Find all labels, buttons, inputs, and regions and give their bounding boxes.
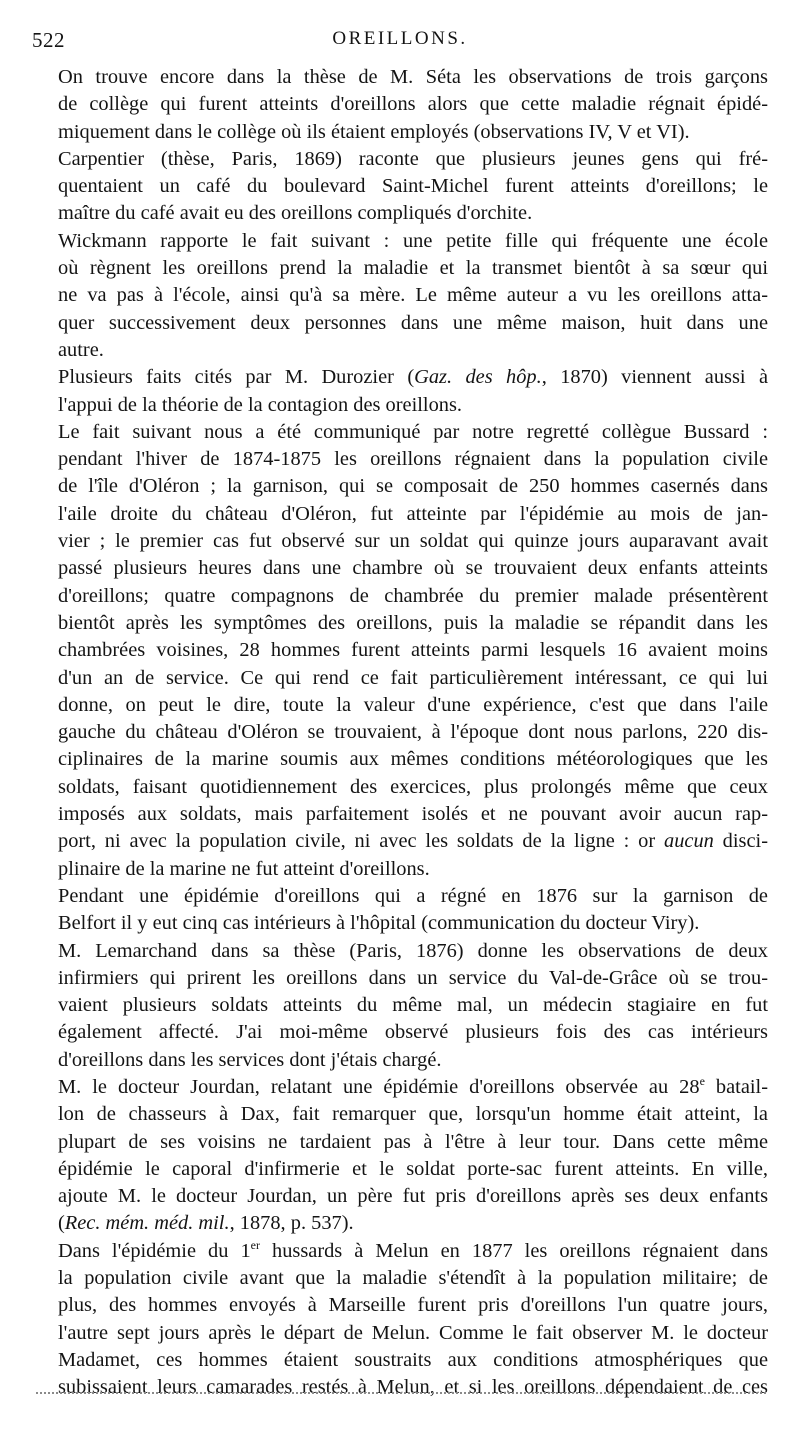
text-line: quer successivement deux personnes dans une même maison, huit dans une [58,311,768,334]
text-run: batail- [704,1075,768,1098]
journal-citation: Gaz. des hôp. [414,366,542,389]
text-line: Carpentier (thèse, Paris, 1869) raconte que plusieurs jeunes gens qui fré- [58,147,768,170]
text-line: de collège qui furent atteints d'oreillons alors que cette maladie régnait épidé- [58,93,768,116]
text-line: ciplinaires de la marine soumis aux mêmes conditions météorologiques que les [58,748,768,771]
text-line: bientôt après les symptômes des oreillons, puis la maladie se répandit dans les [58,611,768,634]
text-line [32,1238,768,1265]
text-line: infirmiers qui prirent les oreillons dans un service du Val-de-Grâce où se trou- [58,966,768,989]
body-text [32,64,768,1402]
text-line: la population civile avant que la maladie s'étendît à la population militaire; de [58,1267,768,1290]
text-line: lon de chasseurs à Dax, fait remarquer que, lorsqu'un homme était atteint, la [58,1103,768,1126]
paragraph [32,419,768,883]
text-line: d'oreillons; quatre compagnons de chambrée du premier malade présentèrent [58,584,768,607]
page-header [32,28,768,58]
paragraph [32,146,768,228]
text-line: Wickmann rapporte le fait suivant : une petite fille qui fréquente une école [58,229,768,252]
text-line: vier ; le premier cas fut observé sur un soldat qui quinze jours auparavant avait [58,530,768,553]
text-line: plupart de ses voisins ne tardaient pas à l'être à leur tour. Dans cette même [58,1130,768,1153]
text-run: disci- [713,830,768,853]
text-line: plus, des hommes envoyés à Marseille furent pris d'oreillons l'un quatre jours, [58,1294,768,1317]
text-line: pendant l'hiver de 1874-1875 les oreillons régnaient dans la population civile [58,448,768,471]
text-line: soldats, faisant quotidiennement des exercices, plus prolongés même que ceux [58,775,768,798]
text-line: d'oreillons dans les services dont j'étais chargé. [58,1048,442,1071]
text-line: maître du café avait eu des oreillons compliqués d'orchite. [58,202,533,225]
paragraph [32,228,768,364]
text-line: ne va pas à l'école, ainsi qu'à sa mère. Le même auteur a vu les oreillons atta- [58,284,768,307]
page-number: 522 [32,28,65,52]
text-line: quentaient un café du boulevard Saint-Michel furent atteints d'oreillons; le [58,175,768,198]
text-line: Pendant une épidémie d'oreillons qui a régné en 1876 sur la garnison de [58,884,768,907]
text-line: épidémie le caporal d'infirmerie et le soldat porte-sac furent atteints. En ville, [58,1157,768,1180]
text-line: chambrées voisines, 28 hommes furent atteints parmi lesquels 16 avaient moins [58,639,768,662]
text-line: l'aile droite du château d'Oléron, fut atteinte par l'épidémie au mois de jan- [58,502,768,525]
text-run: Dans l'épidémie du 1 [58,1239,251,1262]
text-run: , 1870) viennent aussi à [541,366,768,389]
text-run: port, ni avec la population civile, ni avec les soldats de la ligne : or [58,830,664,853]
text-line [32,1210,768,1237]
text-line [32,828,768,855]
text-line [32,1074,768,1101]
text-line: l'autre sept jours après le départ de Melun. Comme le fait observer M. le docteur [58,1321,768,1344]
text-line: passé plusieurs heures dans une chambre où se trouvaient deux enfants atteints [58,557,768,580]
footer-dotted-rule [36,1392,766,1394]
text-line: M. Lemarchand dans sa thèse (Paris, 1876) donne les observations de deux [58,939,768,962]
text-line: Madamet, ces hommes étaient soustraits aux conditions atmosphériques que [58,1348,768,1371]
paragraph [32,1238,768,1402]
text-line: également affecté. J'ai moi-même observé plusieurs fois des cas intérieurs [58,1021,768,1044]
paragraph [32,883,768,938]
text-run: Plusieurs faits cités par M. Durozier ( [58,366,415,389]
emphasis: aucun [664,830,714,853]
superscript: e [699,1074,705,1089]
paragraph [32,64,768,146]
text-run: M. le docteur Jourdan, relatant une épidémie d'oreillons observée au 28 [58,1075,700,1098]
paragraph [32,1074,768,1238]
text-line: plinaire de la marine ne fut atteint d'oreillons. [58,857,430,880]
text-line: Belfort il y eut cinq cas intérieurs à l'hôpital (communication du docteur Viry). [58,912,700,935]
text-line: miquement dans le collège où ils étaient employés (observations IV, V et VI). [58,120,690,143]
text-run: , 1878, p. 537). [229,1212,354,1235]
text-line: vaient plusieurs soldats atteints du même mal, un médecin stagiaire en fut [58,994,768,1017]
paragraph [32,938,768,1074]
superscript: er [250,1237,260,1252]
text-line: imposés aux soldats, mais parfaitement isolés et ne pouvant avoir aucun rap- [58,803,768,826]
text-line: On trouve encore dans la thèse de M. Séta les observations de trois garçons [58,66,768,88]
text-line: gauche du château d'Oléron se trouvaient, à l'époque dont nous parlons, 220 dis- [58,721,768,744]
text-line: d'un an de service. Ce qui rend ce fait particulièrement intéressant, ce qui lui [58,666,768,689]
text-line: Le fait suivant nous a été communiqué par notre regretté collègue Bussard : [58,420,768,443]
text-line [32,364,768,391]
text-line: autre. [58,338,104,361]
text-line: subissaient leurs camarades restés à Melun, et si les oreillons dépendaient de ces [58,1376,768,1399]
text-line: l'appui de la théorie de la contagion des oreillons. [58,393,462,416]
text-run: ( [58,1212,65,1235]
text-line: ajoute M. le docteur Jourdan, un père fut pris d'oreillons après ses deux enfants [58,1185,768,1208]
text-line: de l'île d'Oléron ; la garnison, qui se composait de 250 hommes casernés dans [58,475,768,498]
text-line: où règnent les oreillons prend la maladie et la transmet bientôt à sa sœur qui [58,257,768,280]
text-line: donne, on peut le dire, toute la valeur d'une expérience, c'est que dans l'aile [58,693,768,716]
running-title: OREILLONS. [332,28,468,49]
journal-citation: Rec. mém. méd. mil. [64,1212,230,1235]
text-run: hussards à Melun en 1877 les oreillons régnaient dans [259,1239,769,1262]
paragraph [32,364,768,419]
